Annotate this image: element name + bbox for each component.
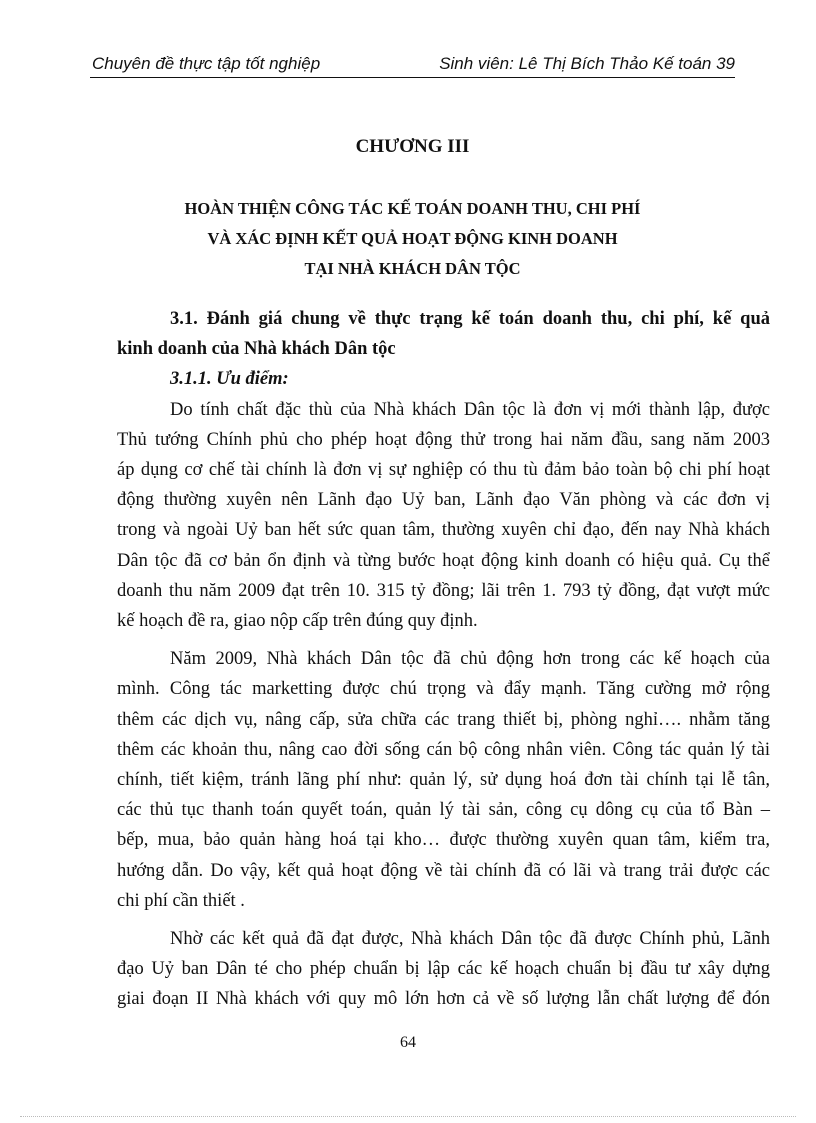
chapter-title: [90, 194, 735, 284]
chapter-title-line: VÀ XÁC ĐỊNH KẾT QUẢ HOẠT ĐỘNG KINH DOANH: [207, 229, 618, 248]
paragraph-line: các thủ tục thanh toán quyết toán, quản lý tài sản, công cụ dông cụ của tổ Bàn –: [117, 800, 770, 821]
paragraph-line: chính, tiết kiệm, tránh lãng phí như: quản lý, sử dụng hoá đơn tài chính tại lễ tân,: [117, 770, 770, 791]
paragraph-line: động thường xuyên nên Lãnh đạo Uỷ ban, Lãnh đạo Văn phòng và các đơn vị: [117, 490, 770, 511]
section-heading-line: 3.1. Đánh giá chung về thực trạng kế toán doanh thu, chi phí, kế quả: [170, 309, 770, 329]
chapter-heading: CHƯƠNG III: [355, 136, 470, 157]
footer-divider: [20, 1116, 796, 1117]
page-header: [90, 50, 735, 78]
paragraph: [117, 644, 770, 916]
paragraph-line: đạo Uỷ ban Dân té cho phép chuẩn bị lập các kế hoạch chuẩn bị đầu tư xây dựng: [117, 959, 770, 980]
subsection-heading: 3.1.1. Ưu điểm:: [170, 369, 289, 390]
chapter-title-line: TẠI NHÀ KHÁCH DÂN TỘC: [304, 259, 521, 278]
paragraph: [117, 924, 770, 1015]
paragraph-line: thêm các dịch vụ, nâng cấp, sửa chữa các trang thiết bị, phòng nghỉ…. nhằm tăng: [117, 709, 770, 730]
paragraph-line: Dân tộc đã cơ bản ổn định và từng bước hoạt động kinh doanh có hiệu quả. Cụ thể: [117, 550, 770, 571]
header-left-text: Chuyên đề thực tập tốt nghiệp: [92, 54, 321, 73]
paragraph-line: hướng dẫn. Do vậy, kết quả hoạt động về tài chính đã có lãi và trang trải được các: [117, 860, 770, 881]
paragraph-line: áp dụng cơ chế tài chính là đơn vị sự nghiệp có thu tù đảm bảo toàn bộ chi phí hoạt: [117, 460, 770, 481]
header-right-text: Sinh viên: Lê Thị Bích Thảo Kế toán 39: [439, 54, 735, 73]
paragraph-line: mình. Công tác marketting được chú trọng và đẩy mạnh. Tăng cường mở rộng: [117, 679, 770, 700]
paragraph-line: Năm 2009, Nhà khách Dân tộc đã chủ động hơn trong các kế hoạch của: [170, 649, 770, 670]
paragraph-line: trong và ngoài Uỷ ban hết sức quan tâm, thường xuyên chỉ đạo, đến nay Nhà khách: [117, 520, 770, 541]
header-rule: [90, 77, 735, 78]
paragraph-line: kế hoạch đề ra, giao nộp cấp trên đúng quy định.: [117, 611, 478, 632]
body-text: [117, 304, 770, 1015]
paragraph-line: giai đoạn II Nhà khách với quy mô lớn hơn cả về số lượng lẫn chất lượng để đón: [117, 989, 770, 1010]
paragraph-line: doanh thu năm 2009 đạt trên 10. 315 tỷ đồng; lãi trên 1. 793 tỷ đồng, đạt vượt mức: [117, 580, 770, 601]
paragraph-line: bếp, mua, bảo quản hàng hoá tại kho… được thường xuyên quan tâm, kiểm tra,: [117, 830, 770, 851]
paragraph-line: Do tính chất đặc thù của Nhà khách Dân tộc là đơn vị mới thành lập, được: [170, 399, 770, 420]
paragraph: [117, 395, 770, 637]
paragraph-line: chi phí cần thiết .: [117, 890, 245, 911]
chapter-title-line: HOÀN THIỆN CÔNG TÁC KẾ TOÁN DOANH THU, CHI PHÍ: [184, 199, 641, 218]
section-heading: [117, 304, 770, 364]
paragraph-line: Nhờ các kết quả đã đạt được, Nhà khách Dân tộc đã được Chính phủ, Lãnh: [170, 929, 770, 950]
paragraph-line: Thủ tướng Chính phủ cho phép hoạt động thử trong hai năm đầu, sang năm 2003: [117, 429, 770, 450]
section-heading-line: kinh doanh của Nhà khách Dân tộc: [117, 339, 396, 360]
paragraph-line: thêm các khoản thu, nâng cao đời sống cán bộ công nhân viên. Công tác quản lý tài: [117, 739, 770, 760]
page-number: 64: [400, 1034, 416, 1051]
